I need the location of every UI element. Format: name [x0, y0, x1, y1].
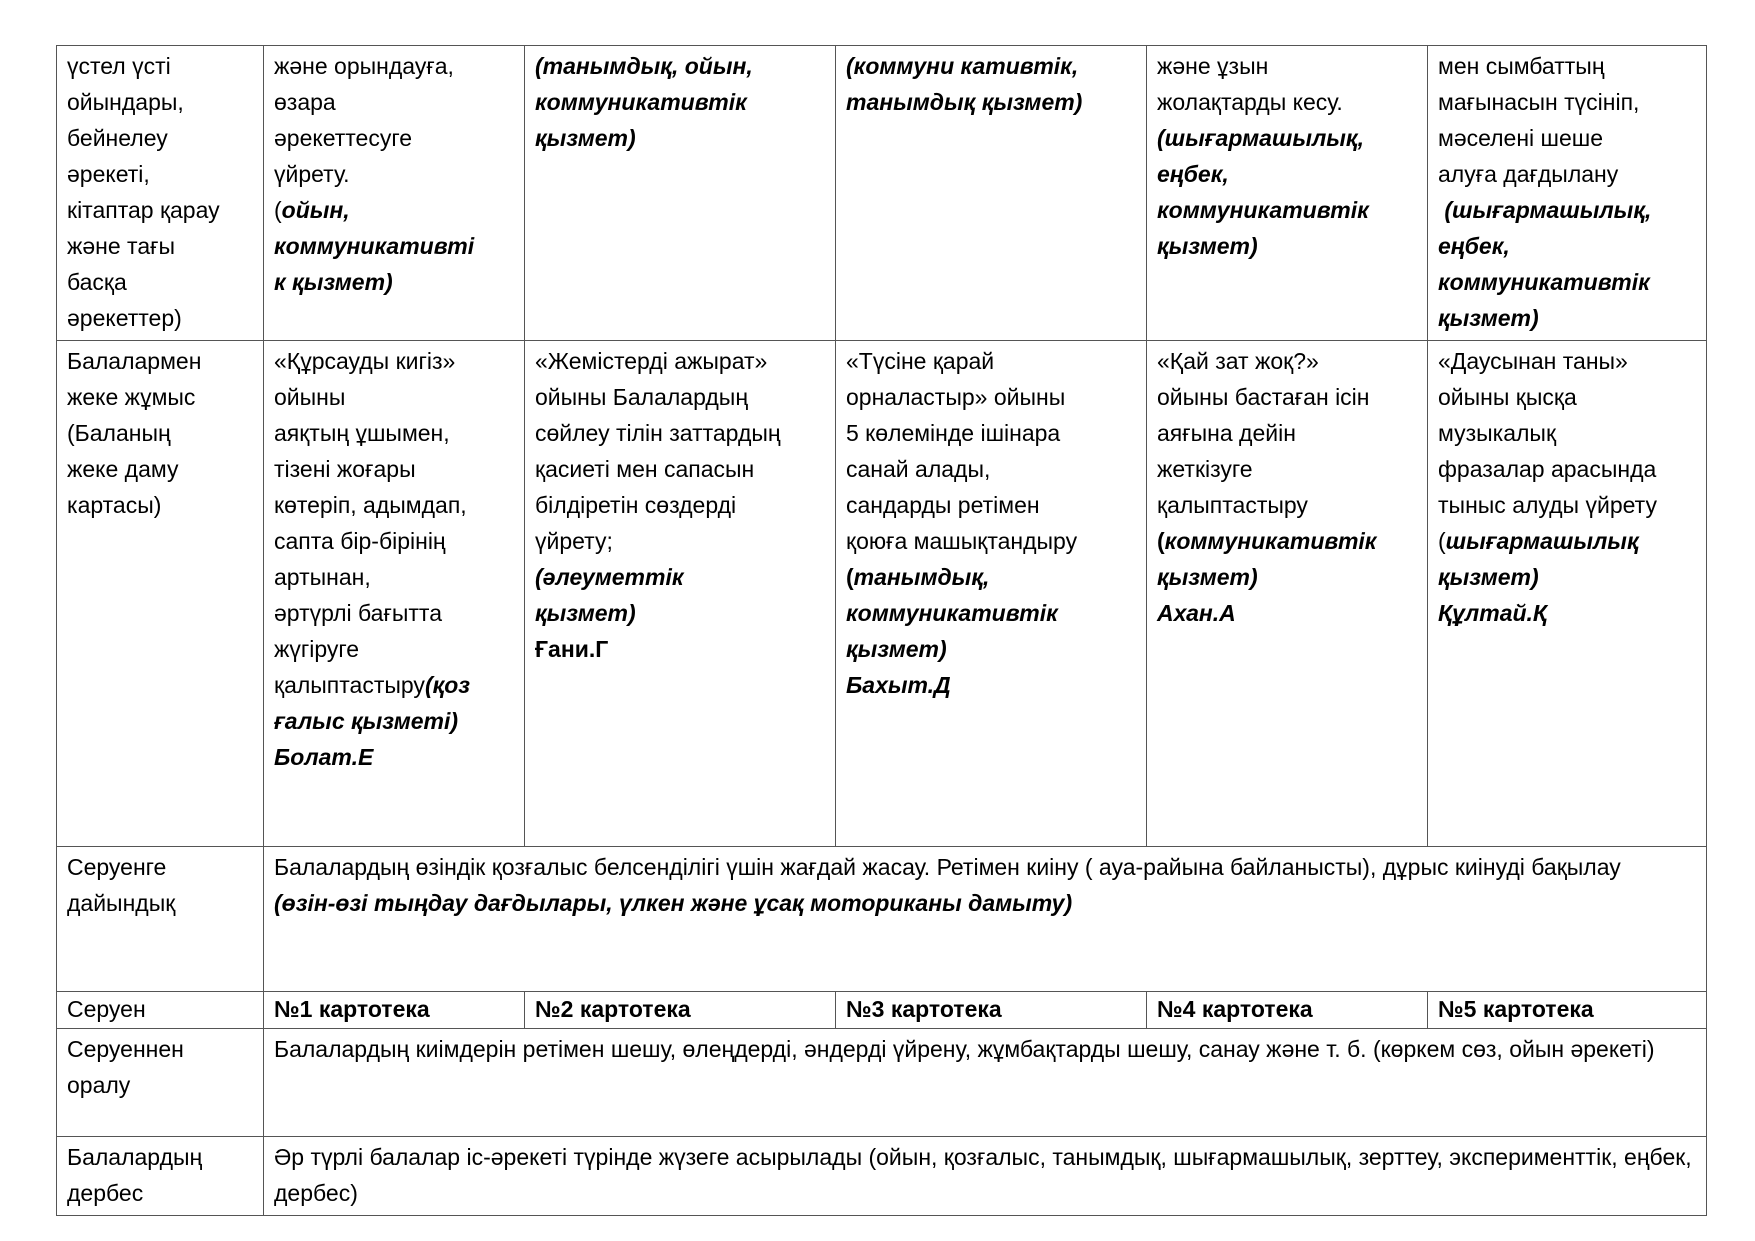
cell-line: дербес: [67, 1180, 144, 1206]
activity-tag: (шығармашылық,: [1438, 197, 1652, 223]
cell-line: Балалардың: [67, 1144, 203, 1170]
card-file-cell: №4 картотека: [1147, 992, 1428, 1029]
cell-line: әрекеттесуге: [274, 125, 412, 151]
friday-cell: [1428, 46, 1707, 341]
cell-line: «Даусынан таны»: [1438, 348, 1628, 374]
paren: (: [846, 564, 854, 590]
cell-line: [274, 667, 514, 703]
cell-line: өзара: [274, 89, 336, 115]
activity-tag: коммуникативтік: [535, 89, 747, 115]
cell-line: жеке даму: [67, 456, 179, 482]
table-row: [57, 1029, 1707, 1137]
cell-line: үйрету;: [535, 528, 613, 554]
tuesday-cell: [525, 46, 836, 341]
card-file-cell: №1 картотека: [264, 992, 525, 1029]
child-name: Ахан.А: [1157, 600, 1236, 626]
activity-tag: коммуникативтік: [1157, 197, 1369, 223]
cell-line: әртүрлі бағытта: [274, 600, 442, 626]
activity-tag: қызмет): [1438, 564, 1539, 590]
cell-line: әрекеті,: [67, 161, 150, 187]
row-label-cell: [57, 1137, 264, 1216]
cell-line: жеке жұмыс: [67, 384, 196, 410]
cell-line: Серуен: [67, 996, 146, 1022]
cell-line: [274, 192, 514, 228]
cell-line: Серуенге: [67, 854, 167, 880]
cell-line: аяқтың ұшымен,: [274, 420, 450, 446]
cell-line: жеткізуге: [1157, 456, 1253, 482]
cell-line: ойыны бастаған ісін: [1157, 384, 1370, 410]
cell-line: және тағы: [67, 233, 176, 259]
cell-line: мағынасын түсініп,: [1438, 89, 1640, 115]
table-row: [57, 1137, 1707, 1216]
cell-line: әрекеттер): [67, 305, 182, 331]
table-row: [57, 992, 1707, 1029]
activity-tag: қызмет): [535, 600, 636, 626]
cell-line: мен сымбаттың: [1438, 53, 1605, 79]
paren: (: [1438, 528, 1446, 554]
cell-line: сандарды ретімен: [846, 492, 1040, 518]
cell-line: және орындауға,: [274, 53, 454, 79]
cell-line: білдіретін сөздерді: [535, 492, 737, 518]
activity-tag: (шығармашылық,: [1157, 125, 1364, 151]
table-row: [57, 847, 1707, 992]
cell-line: оралу: [67, 1072, 131, 1098]
activity-tag: ғалыс қызметі): [274, 708, 459, 734]
cell-line: бейнелеу: [67, 125, 168, 151]
cell-line: фразалар арасында: [1438, 456, 1657, 482]
cell-line: және ұзын: [1157, 53, 1269, 79]
cell-line: «Жемістерді ажырат»: [535, 348, 768, 374]
monday-cell: [264, 341, 525, 847]
activity-tag: қызмет): [535, 125, 636, 151]
activity-tag: қызмет): [1157, 233, 1258, 259]
cell-line: «Түсіне қарай: [846, 348, 995, 374]
cell-line: тыныс алуды үйрету: [1438, 492, 1657, 518]
thursday-cell: [1147, 46, 1428, 341]
wednesday-cell: [836, 341, 1147, 847]
friday-cell: [1428, 341, 1707, 847]
child-name: Болат.Е: [274, 744, 374, 770]
cell-line: көтеріп, адымдап,: [274, 492, 467, 518]
cell-line: жүгіруге: [274, 636, 360, 662]
cell-line: аяғына дейін: [1157, 420, 1296, 446]
activity-tag: еңбек,: [1157, 161, 1229, 187]
row-label-cell: [57, 46, 264, 341]
cell-line: үйрету.: [274, 161, 350, 187]
cell-line: ойындары,: [67, 89, 184, 115]
paren: (: [1157, 528, 1165, 554]
cell-line: дайындық: [67, 890, 176, 916]
cell-line: қалыптастыру: [1157, 492, 1308, 518]
row-label-cell: [57, 847, 264, 992]
paren: (: [274, 197, 282, 223]
cell-line: (Баланың: [67, 420, 171, 446]
row-label-cell: [57, 1029, 264, 1137]
cell-line: Серуеннен: [67, 1036, 184, 1062]
cell-line: қасиеті мен сапасын: [535, 456, 755, 482]
row-label-cell: [57, 341, 264, 847]
cell-line: тізені жоғары: [274, 456, 416, 482]
cell-line: «Құрсауды кигіз»: [274, 348, 456, 374]
activity-tag: (қоз: [424, 672, 471, 698]
activity-tag: еңбек,: [1438, 233, 1510, 259]
child-name: Құлтай.Қ: [1438, 600, 1548, 626]
activity-tag: (өзін-өзі тыңдау дағдылары, үлкен және ұсақ моториканы дамыту): [274, 890, 1073, 916]
card-file-cell: №3 картотека: [836, 992, 1147, 1029]
wednesday-cell: [836, 46, 1147, 341]
cell-line: картасы): [67, 492, 162, 518]
cell-line: Балалармен: [67, 348, 202, 374]
child-name: Ғани.Г: [535, 636, 609, 662]
cell-line: 5 көлемінде ішінара: [846, 420, 1061, 446]
activity-tag: ойын,: [281, 197, 350, 223]
cell-line: сапта бір-бірінің: [274, 528, 446, 554]
activity-tag: шығармашылық: [1445, 528, 1639, 554]
daily-plan-table: [56, 45, 1707, 1216]
cell-text: Балалардың өзіндік қозғалыс белсенділігі үшін жағдай жасау. Ретімен киіну ( ауа-райына байланысты), дұрыс киінуді бақылау: [274, 854, 1621, 880]
cell-line: ойыны: [274, 384, 346, 410]
cell-line: ойыны қысқа: [1438, 384, 1577, 410]
tuesday-cell: [525, 341, 836, 847]
cell-line: мәселені шеше: [1438, 125, 1604, 151]
activity-tag: коммуникативтік: [1164, 528, 1377, 554]
activity-tag: танымдық қызмет): [846, 89, 1083, 115]
activity-tag: (коммуни кативтік,: [846, 53, 1079, 79]
activity-tag: к қызмет): [274, 269, 393, 295]
row-label-cell: [57, 992, 264, 1029]
cell-line: жолақтарды кесу.: [1157, 89, 1343, 115]
activity-tag: (танымдық, ойын,: [535, 53, 753, 79]
cell-line: үстел үсті: [67, 53, 171, 79]
table-row: [57, 46, 1707, 341]
cell-text: Балалардың киімдерін ретімен шешу, өлеңдерді, әндерді үйрену, жұмбақтарды шешу, санау және т. б. (көркем сөз, ойын әрекеті): [274, 1036, 1655, 1062]
cell-line: басқа: [67, 269, 127, 295]
cell-line: сөйлеу тілін заттардың: [535, 420, 781, 446]
cell-text: Әр түрлі балалар іс-әрекеті түрінде жүзеге асырылады (ойын, қозғалыс, танымдық, шығармашылық, зерттеу, эксперименттік, еңбек, дербес): [274, 1144, 1692, 1206]
cell-line: [1438, 523, 1696, 559]
cell-line: ойыны Балалардың: [535, 384, 749, 410]
card-file-cell: №2 картотека: [525, 992, 836, 1029]
activity-tag: коммуникативтік: [1438, 269, 1650, 295]
activity-tag: танымдық,: [853, 564, 990, 590]
cell-line: «Қай зат жоқ?»: [1157, 348, 1319, 374]
cell-line: санай алады,: [846, 456, 991, 482]
merged-cell: [264, 847, 1707, 992]
thursday-cell: [1147, 341, 1428, 847]
cell-line: [1157, 523, 1417, 559]
cell-line: алуға дағдылану: [1438, 161, 1619, 187]
activity-tag: қызмет): [846, 636, 947, 662]
cell-text: қалыптастыру: [274, 672, 425, 698]
activity-tag: қызмет): [1157, 564, 1258, 590]
activity-tag: қызмет): [1438, 305, 1539, 331]
cell-line: музыкалық: [1438, 420, 1557, 446]
monday-cell: [264, 46, 525, 341]
cell-line: орналастыр» ойыны: [846, 384, 1066, 410]
activity-tag: (әлеуметтік: [535, 564, 684, 590]
table-row: [57, 341, 1707, 847]
merged-cell: [264, 1029, 1707, 1137]
activity-tag: коммуникативтік: [846, 600, 1058, 626]
merged-cell: [264, 1137, 1707, 1216]
cell-line: [846, 559, 1136, 595]
cell-line: кітаптар қарау: [67, 197, 220, 223]
cell-line: қоюға машықтандыру: [846, 528, 1078, 554]
cell-line: артынан,: [274, 564, 371, 590]
card-file-cell: №5 картотека: [1428, 992, 1707, 1029]
activity-tag: коммуникативті: [274, 233, 475, 259]
child-name: Бахыт.Д: [846, 672, 951, 698]
